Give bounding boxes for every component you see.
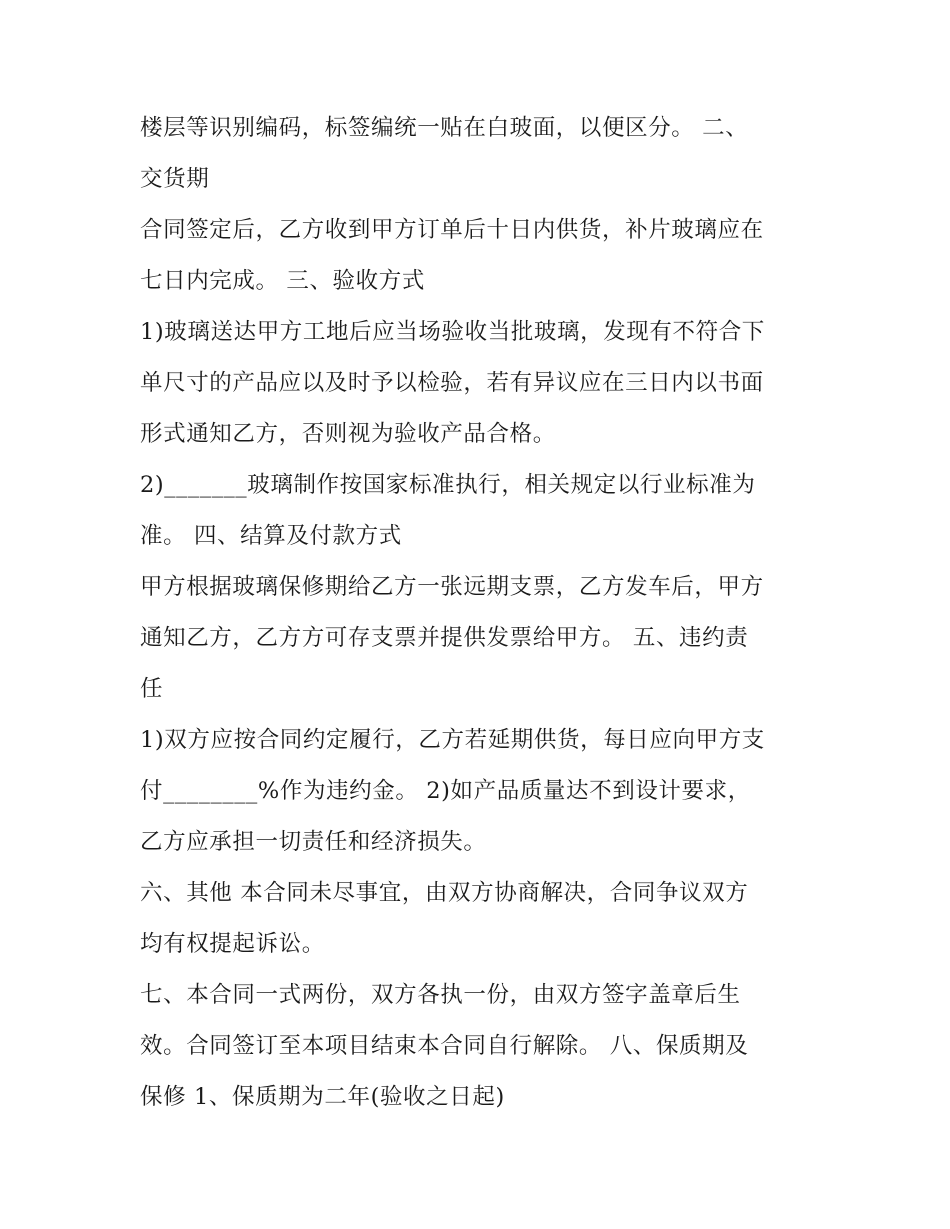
- text-line: 付________%作为违约金。 2)如产品质量达不到设计要求，: [140, 778, 751, 804]
- text-line: 六、其他 本合同未尽事宜，由双方协商解决，合同争议双方: [140, 880, 749, 906]
- paragraph-breach-liability: [140, 715, 820, 868]
- text-line: 单尺寸的产品应以及时予以检验，若有异议应在三日内以书面: [140, 370, 764, 396]
- text-line: 甲方根据玻璃保修期给乙方一张远期支票，乙方发车后，甲方: [140, 574, 764, 600]
- text-line: 通知乙方，乙方方可存支票并提供发票给甲方。 五、违约责: [140, 625, 749, 651]
- text-line: 均有权提起诉讼。: [140, 931, 325, 957]
- text-line: 准。 四、结算及付款方式: [140, 523, 402, 549]
- text-line: 任: [140, 676, 164, 702]
- paragraph-other: [140, 868, 820, 970]
- text-line: 交货期: [140, 166, 210, 192]
- paragraph-acceptance-2: [140, 460, 820, 562]
- text-line: 1)双方应按合同约定履行，乙方若延期供货，每日应向甲方支: [140, 727, 765, 753]
- text-line: 乙方应承担一切责任和经济损失。: [140, 829, 487, 855]
- text-line: 保修 1、保质期为二年(验收之日起): [140, 1084, 505, 1110]
- text-line: 效。合同签订至本项目结束本合同自行解除。 八、保质期及: [140, 1033, 749, 1059]
- paragraph-delivery-terms: [140, 205, 820, 307]
- text-line: 楼层等识别编码，标签编统一贴在白玻面，以便区分。 二、: [140, 115, 749, 141]
- text-line: 1)玻璃送达甲方工地后应当场验收当批玻璃，发现有不符合下: [140, 319, 765, 345]
- text-line: 合同签定后，乙方收到甲方订单后十日内供货，补片玻璃应在: [140, 217, 764, 243]
- text-line: 七、本合同一式两份，双方各执一份，由双方签字盖章后生: [140, 982, 741, 1008]
- text-line: 形式通知乙方，否则视为验收产品合格。: [140, 421, 556, 447]
- paragraph-labeling-and-delivery: [140, 103, 820, 205]
- paragraph-settlement: [140, 562, 820, 715]
- text-line: 七日内完成。 三、验收方式: [140, 268, 425, 294]
- text-line: 2)_______玻璃制作按国家标准执行，相关规定以行业标准为: [140, 472, 756, 498]
- document-page: [140, 103, 820, 1123]
- paragraph-copies-and-warranty: [140, 970, 820, 1123]
- paragraph-acceptance-1: [140, 307, 820, 460]
